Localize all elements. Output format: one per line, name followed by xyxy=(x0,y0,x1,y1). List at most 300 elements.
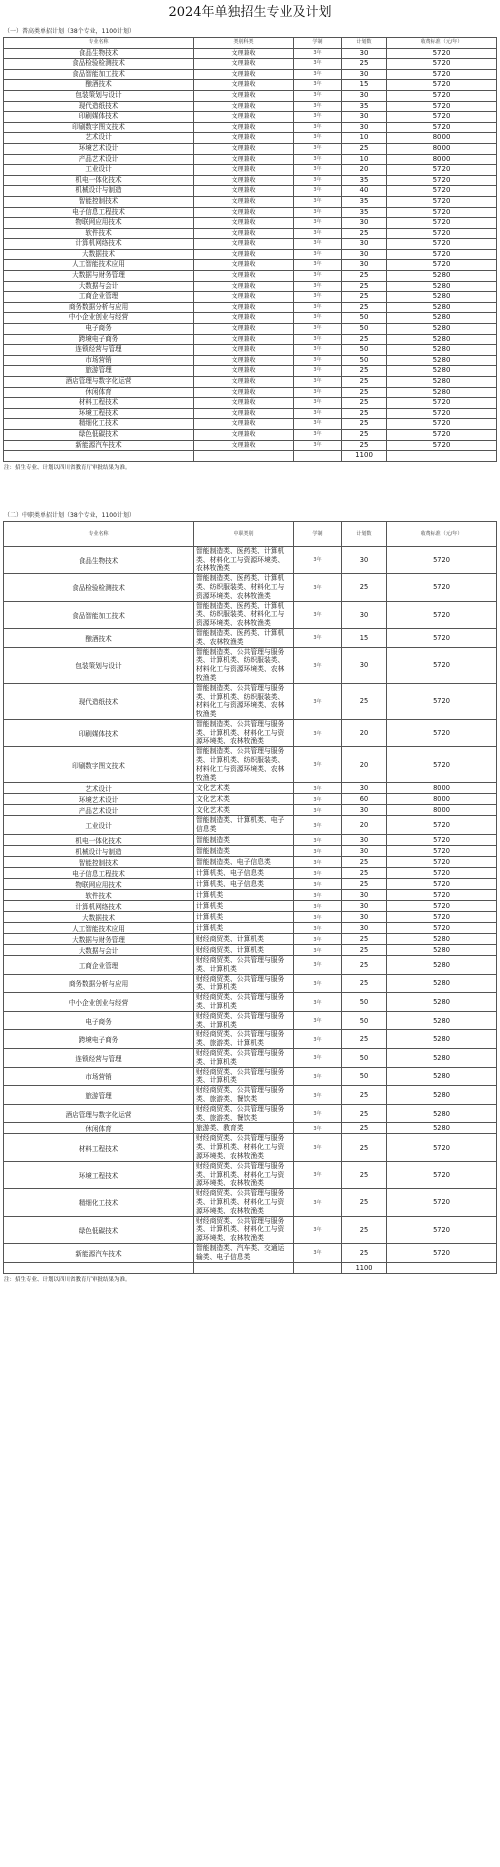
category: 文理兼收 xyxy=(194,281,294,292)
fee: 5280 xyxy=(387,1030,497,1049)
quota: 25 xyxy=(342,408,387,419)
category: 计算机类 xyxy=(194,890,294,901)
duration: 3年 xyxy=(294,133,342,144)
table-row xyxy=(4,1216,497,1243)
quota: 35 xyxy=(342,175,387,186)
duration: 3年 xyxy=(294,1243,342,1262)
table-row xyxy=(4,647,497,683)
category: 文理兼收 xyxy=(194,122,294,133)
category: 文化艺术类 xyxy=(194,794,294,805)
category: 文理兼收 xyxy=(194,292,294,303)
duration: 3年 xyxy=(294,890,342,901)
major-name: 跨境电子商务 xyxy=(4,334,194,345)
category: 文理兼收 xyxy=(194,165,294,176)
fee: 5720 xyxy=(387,574,497,601)
major-name: 绿色低碳技术 xyxy=(4,1216,194,1243)
quota: 25 xyxy=(342,683,387,719)
category: 文理兼收 xyxy=(194,302,294,313)
fee: 5720 xyxy=(387,260,497,271)
col-fee: 收费标准（元/年） xyxy=(387,521,497,546)
major-name: 电子信息工程技术 xyxy=(4,868,194,879)
major-name: 旅游管理 xyxy=(4,1086,194,1105)
duration: 3年 xyxy=(294,186,342,197)
table-row xyxy=(4,835,497,846)
category: 财经商贸类、公共管理与服务类、计算机类、材料化工与资源环境类、农林牧渔类 xyxy=(194,1134,294,1161)
category: 文理兼收 xyxy=(194,334,294,345)
fee: 5280 xyxy=(387,271,497,282)
fee: 5720 xyxy=(387,1216,497,1243)
quota: 30 xyxy=(342,239,387,250)
col-vocational-category: 中职类别 xyxy=(194,521,294,546)
quota: 25 xyxy=(342,59,387,70)
major-name: 连锁经营与管理 xyxy=(4,345,194,356)
duration: 3年 xyxy=(294,601,342,628)
quota: 25 xyxy=(342,574,387,601)
quota: 25 xyxy=(342,387,387,398)
duration: 3年 xyxy=(294,794,342,805)
category: 文理兼收 xyxy=(194,440,294,451)
table-row xyxy=(4,281,497,292)
major-name: 食品检验检测技术 xyxy=(4,574,194,601)
category: 财经商贸类、公共管理与服务类、计算机类 xyxy=(194,1011,294,1030)
quota: 50 xyxy=(342,1067,387,1086)
major-name: 印刷数字图文技术 xyxy=(4,122,194,133)
total-quota: 1100 xyxy=(342,1262,387,1273)
duration: 3年 xyxy=(294,122,342,133)
fee: 5720 xyxy=(387,165,497,176)
quota: 30 xyxy=(342,890,387,901)
quota: 25 xyxy=(342,868,387,879)
fee: 5280 xyxy=(387,313,497,324)
fee: 8000 xyxy=(387,805,497,816)
major-name: 智能控制技术 xyxy=(4,857,194,868)
major-name: 电子商务 xyxy=(4,1011,194,1030)
quota: 25 xyxy=(342,956,387,975)
fee: 5720 xyxy=(387,59,497,70)
major-name: 商务数据分析与应用 xyxy=(4,302,194,313)
duration: 3年 xyxy=(294,719,342,746)
duration: 3年 xyxy=(294,783,342,794)
category: 文理兼收 xyxy=(194,387,294,398)
duration: 3年 xyxy=(294,419,342,430)
table-row xyxy=(4,1086,497,1105)
table-row xyxy=(4,59,497,70)
category: 文理兼收 xyxy=(194,218,294,229)
category: 文理兼收 xyxy=(194,313,294,324)
table-row xyxy=(4,747,497,783)
table-row xyxy=(4,345,497,356)
fee: 5720 xyxy=(387,239,497,250)
category: 文理兼收 xyxy=(194,207,294,218)
fee: 5720 xyxy=(387,175,497,186)
quota: 50 xyxy=(342,345,387,356)
table-row xyxy=(4,923,497,934)
category: 智能制造类、公共管理与服务类、计算机类、纺织服装类、材料化工与资源环境类、农林牧渔类 xyxy=(194,683,294,719)
major-name: 现代造纸技术 xyxy=(4,683,194,719)
major-name: 休闲体育 xyxy=(4,387,194,398)
major-name: 大数据与会计 xyxy=(4,945,194,956)
quota: 50 xyxy=(342,355,387,366)
duration: 3年 xyxy=(294,302,342,313)
table-row xyxy=(4,387,497,398)
fee: 5720 xyxy=(387,647,497,683)
fee: 5720 xyxy=(387,90,497,101)
table-row xyxy=(4,868,497,879)
fee: 5720 xyxy=(387,101,497,112)
fee: 5720 xyxy=(387,122,497,133)
quota: 25 xyxy=(342,281,387,292)
duration: 3年 xyxy=(294,249,342,260)
category: 智能制造类、医药类、计算机类、纺织服装类、材料化工与资源环境类、农林牧渔类 xyxy=(194,574,294,601)
duration: 3年 xyxy=(294,239,342,250)
major-name: 人工智能技术应用 xyxy=(4,260,194,271)
category: 文理兼收 xyxy=(194,398,294,409)
table-row xyxy=(4,546,497,573)
fee: 5280 xyxy=(387,1011,497,1030)
quota: 20 xyxy=(342,719,387,746)
major-name: 工商企业管理 xyxy=(4,956,194,975)
section2-heading: （二）中职类单招计划（38个专业，1100计划） xyxy=(4,511,135,519)
fee: 5720 xyxy=(387,601,497,628)
fee: 5720 xyxy=(387,835,497,846)
duration: 3年 xyxy=(294,1134,342,1161)
quota: 25 xyxy=(342,1216,387,1243)
category: 文理兼收 xyxy=(194,228,294,239)
general-high-school-plan-table xyxy=(3,37,497,462)
table-row xyxy=(4,271,497,282)
quota: 25 xyxy=(342,143,387,154)
major-name: 智能控制技术 xyxy=(4,196,194,207)
duration: 3年 xyxy=(294,934,342,945)
category: 计算机类、电子信息类 xyxy=(194,879,294,890)
major-name: 大数据与会计 xyxy=(4,281,194,292)
major-name: 产品艺术设计 xyxy=(4,805,194,816)
major-name: 机械设计与制造 xyxy=(4,186,194,197)
quota: 30 xyxy=(342,901,387,912)
fee: 5280 xyxy=(387,281,497,292)
fee: 5280 xyxy=(387,934,497,945)
table-row xyxy=(4,218,497,229)
major-name: 酒店管理与数字化运营 xyxy=(4,377,194,388)
fee: 5280 xyxy=(387,1067,497,1086)
category: 智能制造类、汽车类、交通运输类、电子信息类 xyxy=(194,1243,294,1262)
fee: 5720 xyxy=(387,890,497,901)
major-name: 电子信息工程技术 xyxy=(4,207,194,218)
fee: 5720 xyxy=(387,1189,497,1216)
table-row xyxy=(4,1011,497,1030)
fee: 5280 xyxy=(387,956,497,975)
category: 智能制造类、电子信息类 xyxy=(194,857,294,868)
category: 智能制造类、公共管理与服务类、计算机类、纺织服装类、材料化工与资源环境类、农林牧渔类 xyxy=(194,647,294,683)
table-row xyxy=(4,175,497,186)
table-row xyxy=(4,101,497,112)
table-row xyxy=(4,249,497,260)
quota: 25 xyxy=(342,429,387,440)
fee: 5280 xyxy=(387,324,497,335)
category: 文理兼收 xyxy=(194,366,294,377)
category: 文理兼收 xyxy=(194,419,294,430)
duration: 3年 xyxy=(294,408,342,419)
category: 文理兼收 xyxy=(194,133,294,144)
duration: 3年 xyxy=(294,846,342,857)
duration: 3年 xyxy=(294,281,342,292)
fee: 5280 xyxy=(387,387,497,398)
table-row xyxy=(4,857,497,868)
duration: 3年 xyxy=(294,1104,342,1123)
table-row xyxy=(4,429,497,440)
quota: 30 xyxy=(342,912,387,923)
category: 文理兼收 xyxy=(194,154,294,165)
fee: 5720 xyxy=(387,440,497,451)
quota: 25 xyxy=(342,945,387,956)
category: 文理兼收 xyxy=(194,101,294,112)
section1-heading: （一）普高类单招计划（38个专业，1100计划） xyxy=(4,28,135,35)
fee: 5720 xyxy=(387,80,497,91)
fee: 5720 xyxy=(387,857,497,868)
quota: 25 xyxy=(342,1086,387,1105)
major-name: 软件技术 xyxy=(4,228,194,239)
table-row xyxy=(4,846,497,857)
category: 旅游类、教育类 xyxy=(194,1123,294,1134)
major-name: 旅游管理 xyxy=(4,366,194,377)
quota: 25 xyxy=(342,440,387,451)
quota: 30 xyxy=(342,69,387,80)
fee: 5280 xyxy=(387,945,497,956)
fee: 8000 xyxy=(387,143,497,154)
quota: 25 xyxy=(342,934,387,945)
major-name: 艺术设计 xyxy=(4,133,194,144)
table-row xyxy=(4,912,497,923)
major-name: 绿色低碳技术 xyxy=(4,429,194,440)
fee: 5720 xyxy=(387,196,497,207)
major-name: 食品生物技术 xyxy=(4,546,194,573)
quota: 25 xyxy=(342,1123,387,1134)
quota: 15 xyxy=(342,80,387,91)
quota: 25 xyxy=(342,1161,387,1188)
quota: 20 xyxy=(342,816,387,835)
quota: 40 xyxy=(342,186,387,197)
major-name: 市场营销 xyxy=(4,355,194,366)
fee: 5720 xyxy=(387,868,497,879)
duration: 3年 xyxy=(294,546,342,573)
fee: 5720 xyxy=(387,218,497,229)
fee: 5720 xyxy=(387,846,497,857)
major-name: 包装策划与设计 xyxy=(4,647,194,683)
duration: 3年 xyxy=(294,345,342,356)
quota: 25 xyxy=(342,1189,387,1216)
col-duration: 学制 xyxy=(294,38,342,49)
fee: 5720 xyxy=(387,912,497,923)
major-name: 工业设计 xyxy=(4,816,194,835)
quota: 35 xyxy=(342,196,387,207)
table-row xyxy=(4,879,497,890)
duration: 3年 xyxy=(294,816,342,835)
table-row xyxy=(4,1134,497,1161)
category: 财经商贸类、公共管理与服务类、计算机类、材料化工与资源环境类、农林牧渔类 xyxy=(194,1216,294,1243)
major-name: 材料工程技术 xyxy=(4,1134,194,1161)
table-row xyxy=(4,260,497,271)
quota: 25 xyxy=(342,377,387,388)
duration: 3年 xyxy=(294,1011,342,1030)
quota: 10 xyxy=(342,133,387,144)
major-name: 软件技术 xyxy=(4,890,194,901)
duration: 3年 xyxy=(294,228,342,239)
duration: 3年 xyxy=(294,628,342,647)
major-name: 艺术设计 xyxy=(4,783,194,794)
duration: 3年 xyxy=(294,956,342,975)
table-row xyxy=(4,1243,497,1262)
fee: 5720 xyxy=(387,398,497,409)
category: 计算机类 xyxy=(194,912,294,923)
category: 文理兼收 xyxy=(194,186,294,197)
major-name: 中小企业创业与经营 xyxy=(4,313,194,324)
major-name: 食品智能加工技术 xyxy=(4,69,194,80)
table-row xyxy=(4,993,497,1012)
fee: 5720 xyxy=(387,923,497,934)
table-header-row xyxy=(4,38,497,49)
duration: 3年 xyxy=(294,313,342,324)
duration: 3年 xyxy=(294,80,342,91)
category: 文理兼收 xyxy=(194,377,294,388)
table-row xyxy=(4,154,497,165)
major-name: 商务数据分析与应用 xyxy=(4,974,194,993)
fee: 5720 xyxy=(387,1134,497,1161)
table-row xyxy=(4,165,497,176)
duration: 3年 xyxy=(294,218,342,229)
fee: 5280 xyxy=(387,292,497,303)
quota: 25 xyxy=(342,1243,387,1262)
table-row xyxy=(4,1104,497,1123)
category: 财经商贸类、公共管理与服务类、旅游类、计算机类 xyxy=(194,1030,294,1049)
quota: 30 xyxy=(342,112,387,123)
fee: 5280 xyxy=(387,345,497,356)
quota: 30 xyxy=(342,601,387,628)
fee: 5280 xyxy=(387,1104,497,1123)
col-major-name: 专业名称 xyxy=(4,521,194,546)
major-name: 市场营销 xyxy=(4,1067,194,1086)
quota: 25 xyxy=(342,419,387,430)
major-name: 酿酒技术 xyxy=(4,80,194,91)
col-quota: 计划数 xyxy=(342,521,387,546)
duration: 3年 xyxy=(294,398,342,409)
table-row xyxy=(4,719,497,746)
duration: 3年 xyxy=(294,112,342,123)
category: 文理兼收 xyxy=(194,408,294,419)
duration: 3年 xyxy=(294,440,342,451)
category: 文理兼收 xyxy=(194,80,294,91)
quota: 50 xyxy=(342,993,387,1012)
quota: 25 xyxy=(342,1030,387,1049)
fee: 5720 xyxy=(387,628,497,647)
duration: 3年 xyxy=(294,857,342,868)
duration: 3年 xyxy=(294,647,342,683)
table-row xyxy=(4,1067,497,1086)
major-name: 食品检验检测技术 xyxy=(4,59,194,70)
fee: 5720 xyxy=(387,249,497,260)
category: 文理兼收 xyxy=(194,355,294,366)
fee: 8000 xyxy=(387,794,497,805)
major-name: 印刷媒体技术 xyxy=(4,112,194,123)
fee: 5720 xyxy=(387,112,497,123)
duration: 3年 xyxy=(294,154,342,165)
table-row xyxy=(4,112,497,123)
duration: 3年 xyxy=(294,69,342,80)
major-name: 工业设计 xyxy=(4,165,194,176)
quota: 30 xyxy=(342,805,387,816)
quota: 30 xyxy=(342,846,387,857)
col-category: 类别科类 xyxy=(194,38,294,49)
table-row xyxy=(4,683,497,719)
major-name: 休闲体育 xyxy=(4,1123,194,1134)
category: 财经商贸类、公共管理与服务类、计算机类 xyxy=(194,1067,294,1086)
quota: 30 xyxy=(342,122,387,133)
fee: 5720 xyxy=(387,207,497,218)
table-row xyxy=(4,440,497,451)
table-row xyxy=(4,324,497,335)
major-name: 酿酒技术 xyxy=(4,628,194,647)
table-row xyxy=(4,398,497,409)
major-name: 包装策划与设计 xyxy=(4,90,194,101)
quota: 25 xyxy=(342,228,387,239)
duration: 3年 xyxy=(294,143,342,154)
table-row xyxy=(4,783,497,794)
quota: 30 xyxy=(342,835,387,846)
duration: 3年 xyxy=(294,334,342,345)
category: 文理兼收 xyxy=(194,90,294,101)
table-row xyxy=(4,133,497,144)
major-name: 食品智能加工技术 xyxy=(4,601,194,628)
quota: 25 xyxy=(342,974,387,993)
category: 文理兼收 xyxy=(194,48,294,59)
table-row xyxy=(4,419,497,430)
major-name: 大数据技术 xyxy=(4,912,194,923)
major-name: 机电一体化技术 xyxy=(4,175,194,186)
fee: 5280 xyxy=(387,377,497,388)
col-quota: 计划数 xyxy=(342,38,387,49)
duration: 3年 xyxy=(294,260,342,271)
quota: 25 xyxy=(342,1134,387,1161)
quota: 60 xyxy=(342,794,387,805)
category: 财经商贸类、公共管理与服务类、计算机类 xyxy=(194,956,294,975)
table-row xyxy=(4,956,497,975)
major-name: 酒店管理与数字化运营 xyxy=(4,1104,194,1123)
quota: 30 xyxy=(342,260,387,271)
table-row xyxy=(4,292,497,303)
quota: 30 xyxy=(342,249,387,260)
duration: 3年 xyxy=(294,974,342,993)
col-major-name: 专业名称 xyxy=(4,38,194,49)
duration: 3年 xyxy=(294,1123,342,1134)
vocational-school-plan-table xyxy=(3,521,497,1274)
duration: 3年 xyxy=(294,196,342,207)
category: 财经商贸类、计算机类 xyxy=(194,945,294,956)
total-row xyxy=(4,1262,497,1273)
major-name: 产品艺术设计 xyxy=(4,154,194,165)
fee: 8000 xyxy=(387,783,497,794)
fee: 5280 xyxy=(387,1123,497,1134)
fee: 5280 xyxy=(387,366,497,377)
major-name: 电子商务 xyxy=(4,324,194,335)
duration: 3年 xyxy=(294,165,342,176)
table-row xyxy=(4,90,497,101)
quota: 15 xyxy=(342,628,387,647)
category: 文理兼收 xyxy=(194,196,294,207)
duration: 3年 xyxy=(294,1086,342,1105)
duration: 3年 xyxy=(294,429,342,440)
duration: 3年 xyxy=(294,292,342,303)
duration: 3年 xyxy=(294,993,342,1012)
quota: 35 xyxy=(342,101,387,112)
